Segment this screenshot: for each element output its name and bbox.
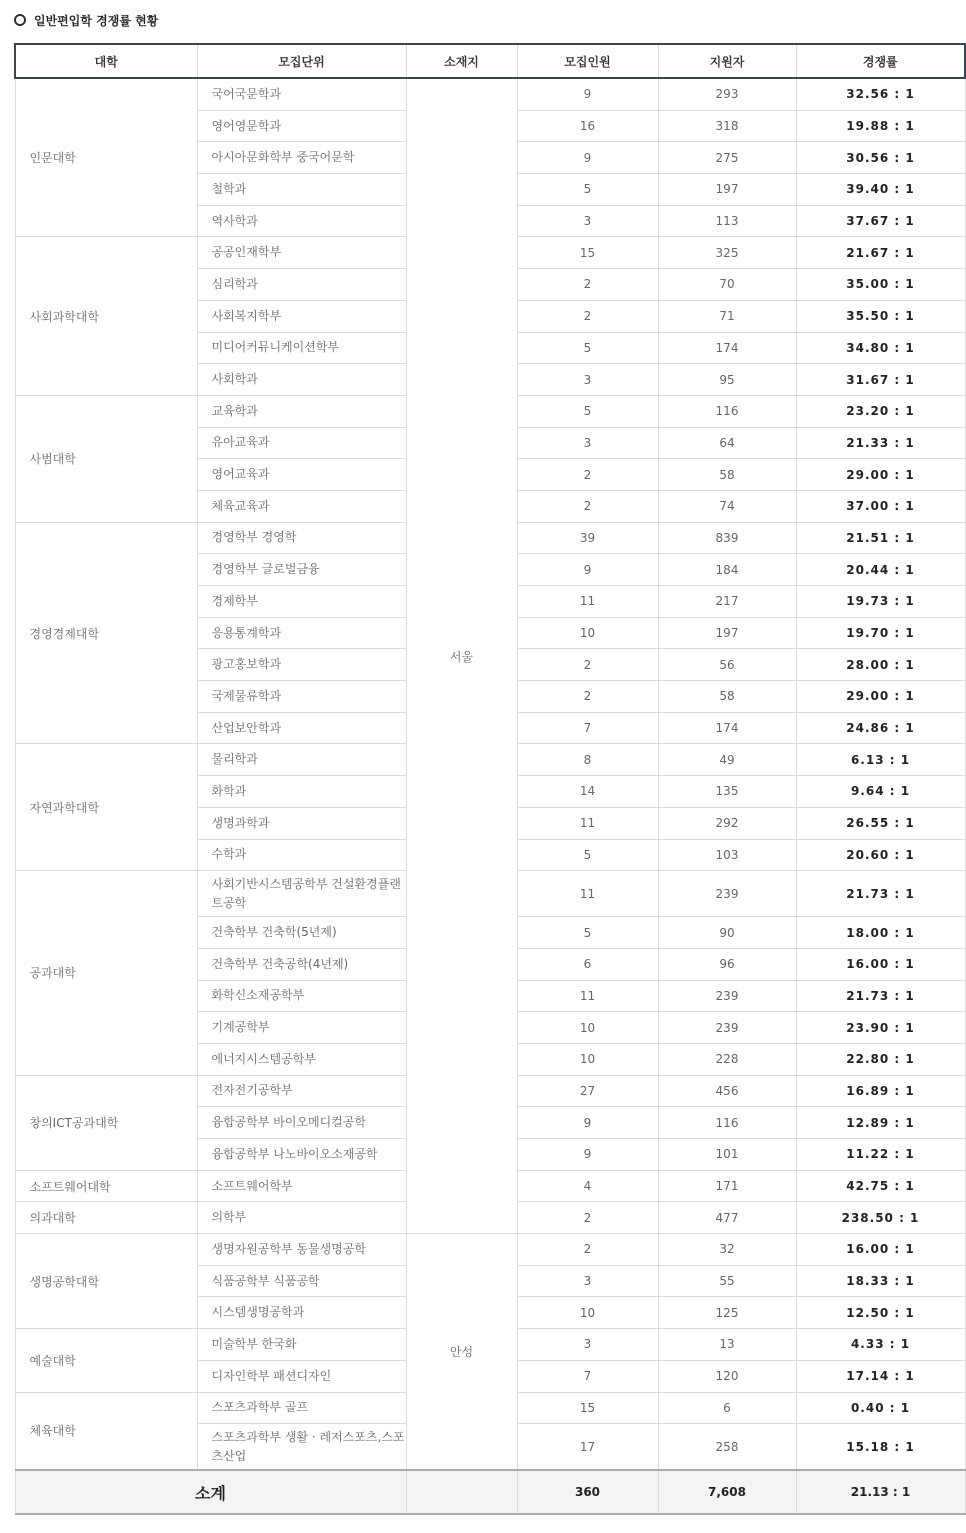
- dept-name: 화학신소재공학부: [197, 980, 406, 1012]
- dept-name: 사회기반시스템공학부 건설환경플랜트공학: [197, 871, 406, 917]
- applicants-cell: 228: [658, 1043, 796, 1075]
- ratio-cell: 9.64 : 1: [796, 776, 965, 808]
- ratio-cell: 20.44 : 1: [796, 554, 965, 586]
- quota-cell: 10: [517, 1012, 658, 1044]
- ratio-cell: 30.56 : 1: [796, 142, 965, 174]
- college-name: 의과대학: [15, 1202, 197, 1234]
- applicants-cell: 171: [658, 1170, 796, 1202]
- applicants-cell: 275: [658, 142, 796, 174]
- quota-cell: 15: [517, 237, 658, 269]
- ratio-cell: 28.00 : 1: [796, 649, 965, 681]
- dept-name: 기계공학부: [197, 1012, 406, 1044]
- header-applicants: 지원자: [658, 44, 796, 78]
- ratio-cell: 21.67 : 1: [796, 237, 965, 269]
- applicants-cell: 120: [658, 1360, 796, 1392]
- quota-cell: 10: [517, 1297, 658, 1329]
- ratio-cell: 238.50 : 1: [796, 1202, 965, 1234]
- applicants-cell: 239: [658, 1012, 796, 1044]
- ratio-cell: 23.20 : 1: [796, 395, 965, 427]
- header-college: 대학: [15, 44, 197, 78]
- dept-name: 의학부: [197, 1202, 406, 1234]
- dept-name: 건축학부 건축학(5년제): [197, 917, 406, 949]
- quota-cell: 17: [517, 1424, 658, 1471]
- dept-name: 국어국문학과: [197, 78, 406, 110]
- applicants-cell: 13: [658, 1329, 796, 1361]
- quota-cell: 5: [517, 839, 658, 871]
- ratio-cell: 16.00 : 1: [796, 948, 965, 980]
- quota-cell: 3: [517, 364, 658, 396]
- dept-name: 심리학과: [197, 269, 406, 301]
- dept-name: 경영학부 글로벌금융: [197, 554, 406, 586]
- table-row: [15, 1234, 965, 1266]
- ratio-cell: 37.67 : 1: [796, 205, 965, 237]
- total-label: 소계: [15, 1470, 406, 1514]
- ratio-cell: 39.40 : 1: [796, 174, 965, 206]
- quota-cell: 2: [517, 1202, 658, 1234]
- applicants-cell: 70: [658, 269, 796, 301]
- dept-name: 교육학과: [197, 395, 406, 427]
- applicants-cell: 325: [658, 237, 796, 269]
- applicants-cell: 56: [658, 649, 796, 681]
- dept-name: 국제물류학과: [197, 681, 406, 713]
- quota-cell: 6: [517, 948, 658, 980]
- ratio-cell: 31.67 : 1: [796, 364, 965, 396]
- ratio-cell: 29.00 : 1: [796, 681, 965, 713]
- ratio-cell: 37.00 : 1: [796, 490, 965, 522]
- quota-cell: 5: [517, 174, 658, 206]
- table-row: [15, 78, 965, 110]
- dept-name: 공공인재학부: [197, 237, 406, 269]
- dept-name: 스포츠과학부 생활 · 레저스포츠,스포츠산업: [197, 1424, 406, 1471]
- college-name: 예술대학: [15, 1329, 197, 1392]
- college-name: 창의ICT공과대학: [15, 1075, 197, 1170]
- ratio-cell: 35.00 : 1: [796, 269, 965, 301]
- dept-name: 영어영문학과: [197, 110, 406, 142]
- quota-cell: 11: [517, 586, 658, 618]
- table-body: [15, 78, 965, 1470]
- ratio-cell: 20.60 : 1: [796, 839, 965, 871]
- applicants-cell: 839: [658, 522, 796, 554]
- header-location: 소재지: [406, 44, 517, 78]
- header-quota: 모집인원: [517, 44, 658, 78]
- page-title-text: 일반편입학 경쟁률 현황: [34, 13, 159, 28]
- page-title: [14, 10, 158, 30]
- applicants-cell: 217: [658, 586, 796, 618]
- applicants-cell: 58: [658, 681, 796, 713]
- quota-cell: 4: [517, 1170, 658, 1202]
- header-unit: 모집단위: [197, 44, 406, 78]
- dept-name: 식품공학부 식품공학: [197, 1265, 406, 1297]
- applicants-cell: 184: [658, 554, 796, 586]
- dept-name: 역사학과: [197, 205, 406, 237]
- dept-name: 생명자원공학부 동물생명공학: [197, 1234, 406, 1266]
- ratio-cell: 22.80 : 1: [796, 1043, 965, 1075]
- applicants-cell: 55: [658, 1265, 796, 1297]
- quota-cell: 11: [517, 871, 658, 917]
- ratio-cell: 35.50 : 1: [796, 300, 965, 332]
- college-name: 자연과학대학: [15, 744, 197, 871]
- applicants-cell: 95: [658, 364, 796, 396]
- ratio-cell: 19.88 : 1: [796, 110, 965, 142]
- quota-cell: 3: [517, 1329, 658, 1361]
- ratio-cell: 19.70 : 1: [796, 617, 965, 649]
- applicants-cell: 197: [658, 174, 796, 206]
- dept-name: 사회복지학부: [197, 300, 406, 332]
- applicants-cell: 71: [658, 300, 796, 332]
- ratio-cell: 16.00 : 1: [796, 1234, 965, 1266]
- quota-cell: 14: [517, 776, 658, 808]
- total-applicants: 7,608: [658, 1470, 796, 1514]
- applicants-cell: 477: [658, 1202, 796, 1234]
- ratio-cell: 19.73 : 1: [796, 586, 965, 618]
- quota-cell: 3: [517, 427, 658, 459]
- dept-name: 소프트웨어학부: [197, 1170, 406, 1202]
- ratio-cell: 18.00 : 1: [796, 917, 965, 949]
- quota-cell: 2: [517, 300, 658, 332]
- ratio-cell: 12.89 : 1: [796, 1107, 965, 1139]
- college-name: 소프트웨어대학: [15, 1170, 197, 1202]
- ratio-cell: 26.55 : 1: [796, 807, 965, 839]
- quota-cell: 8: [517, 744, 658, 776]
- applicants-cell: 197: [658, 617, 796, 649]
- applicants-cell: 6: [658, 1392, 796, 1424]
- dept-name: 융합공학부 나노바이오소재공학: [197, 1139, 406, 1171]
- applicants-cell: 239: [658, 871, 796, 917]
- quota-cell: 5: [517, 332, 658, 364]
- quota-cell: 10: [517, 617, 658, 649]
- quota-cell: 11: [517, 807, 658, 839]
- applicants-cell: 258: [658, 1424, 796, 1471]
- dept-name: 영어교육과: [197, 459, 406, 491]
- quota-cell: 5: [517, 917, 658, 949]
- applicants-cell: 292: [658, 807, 796, 839]
- quota-cell: 2: [517, 681, 658, 713]
- quota-cell: 7: [517, 1360, 658, 1392]
- ratio-cell: 16.89 : 1: [796, 1075, 965, 1107]
- quota-cell: 27: [517, 1075, 658, 1107]
- college-name: 생명공학대학: [15, 1234, 197, 1329]
- quota-cell: 2: [517, 490, 658, 522]
- applicants-cell: 103: [658, 839, 796, 871]
- header-ratio: 경쟁률: [796, 44, 965, 78]
- dept-name: 전자전기공학부: [197, 1075, 406, 1107]
- applicants-cell: 116: [658, 395, 796, 427]
- applicants-cell: 135: [658, 776, 796, 808]
- quota-cell: 3: [517, 205, 658, 237]
- quota-cell: 2: [517, 649, 658, 681]
- dept-name: 물리학과: [197, 744, 406, 776]
- quota-cell: 2: [517, 269, 658, 301]
- college-name: 인문대학: [15, 78, 197, 237]
- ratio-cell: 6.13 : 1: [796, 744, 965, 776]
- dept-name: 화학과: [197, 776, 406, 808]
- total-ratio: 21.13 : 1: [796, 1470, 965, 1514]
- dept-name: 미디어커뮤니케이션학부: [197, 332, 406, 364]
- dept-name: 생명과학과: [197, 807, 406, 839]
- applicants-cell: 101: [658, 1139, 796, 1171]
- location-cell: 서울: [406, 78, 517, 1234]
- dept-name: 아시아문화학부 중국어문학: [197, 142, 406, 174]
- quota-cell: 3: [517, 1265, 658, 1297]
- table-header-row: [15, 44, 965, 78]
- dept-name: 스포츠과학부 골프: [197, 1392, 406, 1424]
- dept-name: 융합공학부 바이오메디컬공학: [197, 1107, 406, 1139]
- dept-name: 경영학부 경영학: [197, 522, 406, 554]
- college-name: 사회과학대학: [15, 237, 197, 395]
- ratio-cell: 17.14 : 1: [796, 1360, 965, 1392]
- quota-cell: 9: [517, 78, 658, 110]
- applicants-cell: 74: [658, 490, 796, 522]
- ratio-cell: 12.50 : 1: [796, 1297, 965, 1329]
- ratio-cell: 4.33 : 1: [796, 1329, 965, 1361]
- applicants-cell: 96: [658, 948, 796, 980]
- ratio-cell: 34.80 : 1: [796, 332, 965, 364]
- quota-cell: 10: [517, 1043, 658, 1075]
- quota-cell: 9: [517, 554, 658, 586]
- total-quota: 360: [517, 1470, 658, 1514]
- quota-cell: 5: [517, 395, 658, 427]
- applicants-cell: 456: [658, 1075, 796, 1107]
- ratio-cell: 21.33 : 1: [796, 427, 965, 459]
- total-row: [15, 1470, 965, 1514]
- quota-cell: 16: [517, 110, 658, 142]
- ratio-cell: 23.90 : 1: [796, 1012, 965, 1044]
- quota-cell: 7: [517, 712, 658, 744]
- total-location: [406, 1470, 517, 1514]
- dept-name: 경제학부: [197, 586, 406, 618]
- applicants-cell: 90: [658, 917, 796, 949]
- quota-cell: 9: [517, 1107, 658, 1139]
- applicants-cell: 64: [658, 427, 796, 459]
- quota-cell: 2: [517, 1234, 658, 1266]
- ratio-cell: 42.75 : 1: [796, 1170, 965, 1202]
- circle-bullet-icon: [14, 14, 26, 26]
- dept-name: 응용통계학과: [197, 617, 406, 649]
- ratio-cell: 24.86 : 1: [796, 712, 965, 744]
- quota-cell: 2: [517, 459, 658, 491]
- college-name: 경영경제대학: [15, 522, 197, 744]
- applicants-cell: 116: [658, 1107, 796, 1139]
- dept-name: 철학과: [197, 174, 406, 206]
- college-name: 사범대학: [15, 395, 197, 522]
- dept-name: 유아교육과: [197, 427, 406, 459]
- dept-name: 산업보안학과: [197, 712, 406, 744]
- dept-name: 광고홍보학과: [197, 649, 406, 681]
- applicants-cell: 32: [658, 1234, 796, 1266]
- applicants-cell: 113: [658, 205, 796, 237]
- dept-name: 디자인학부 패션디자인: [197, 1360, 406, 1392]
- dept-name: 시스템생명공학과: [197, 1297, 406, 1329]
- dept-name: 에너지시스템공학부: [197, 1043, 406, 1075]
- applicants-cell: 49: [658, 744, 796, 776]
- quota-cell: 11: [517, 980, 658, 1012]
- college-name: 체육대학: [15, 1392, 197, 1470]
- ratio-cell: 11.22 : 1: [796, 1139, 965, 1171]
- ratio-cell: 18.33 : 1: [796, 1265, 965, 1297]
- dept-name: 사회학과: [197, 364, 406, 396]
- quota-cell: 9: [517, 1139, 658, 1171]
- applicants-cell: 125: [658, 1297, 796, 1329]
- applicants-cell: 293: [658, 78, 796, 110]
- ratio-cell: 21.73 : 1: [796, 871, 965, 917]
- applicants-cell: 318: [658, 110, 796, 142]
- ratio-cell: 29.00 : 1: [796, 459, 965, 491]
- applicants-cell: 239: [658, 980, 796, 1012]
- college-name: 공과대학: [15, 871, 197, 1075]
- applicants-cell: 174: [658, 712, 796, 744]
- location-cell: 안성: [406, 1234, 517, 1471]
- ratio-cell: 15.18 : 1: [796, 1424, 965, 1471]
- dept-name: 체육교육과: [197, 490, 406, 522]
- quota-cell: 15: [517, 1392, 658, 1424]
- ratio-cell: 0.40 : 1: [796, 1392, 965, 1424]
- ratio-cell: 21.73 : 1: [796, 980, 965, 1012]
- quota-cell: 39: [517, 522, 658, 554]
- ratio-cell: 21.51 : 1: [796, 522, 965, 554]
- applicants-cell: 174: [658, 332, 796, 364]
- competition-table: [14, 43, 966, 1515]
- quota-cell: 9: [517, 142, 658, 174]
- dept-name: 수학과: [197, 839, 406, 871]
- dept-name: 건축학부 건축공학(4년제): [197, 948, 406, 980]
- applicants-cell: 58: [658, 459, 796, 491]
- ratio-cell: 32.56 : 1: [796, 78, 965, 110]
- dept-name: 미술학부 한국화: [197, 1329, 406, 1361]
